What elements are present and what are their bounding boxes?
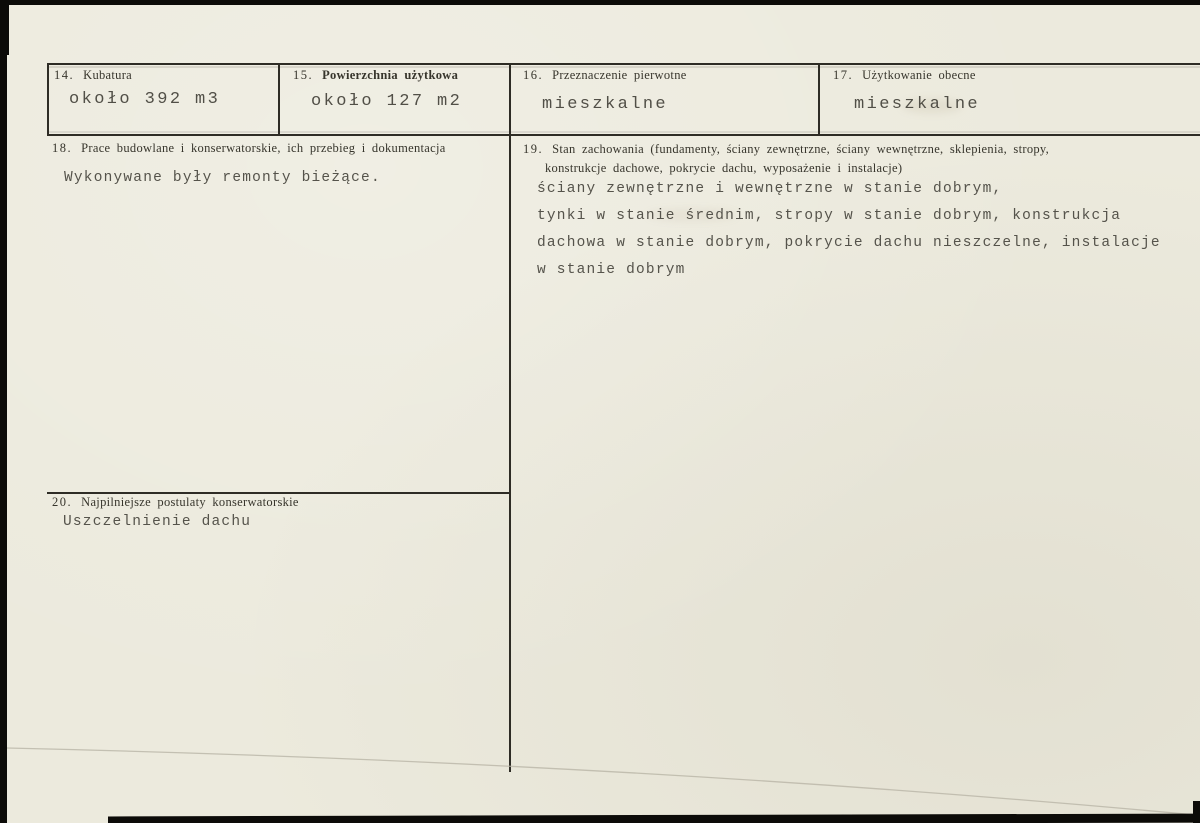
field-19-stan-zachowania-value [537, 176, 1161, 284]
table-border-top [47, 63, 1200, 65]
field-19-stan-zachowania-label [523, 140, 1049, 178]
value-line: tynki w stanie średnim, stropy w stanie dobrym, konstrukcja [537, 208, 1122, 224]
field-label-line1 [523, 140, 1049, 159]
field-number: 16. [523, 68, 544, 82]
field-17-uzytkowanie-value: mieszkalne [854, 95, 981, 114]
field-15-powierzchnia-label [293, 68, 458, 83]
table-border-header-bottom [47, 134, 1200, 136]
field-label-text: Użytkowanie obecne [862, 68, 976, 82]
field-number: 20. [52, 495, 73, 509]
field-label-text: Prace budowlane i konserwatorskie, ich przebieg i dokumentacja [81, 141, 446, 155]
field-16-przeznaczenie-label [523, 68, 687, 83]
field-label-text: Kubatura [83, 68, 133, 82]
divider-field14-field15 [278, 63, 280, 136]
field-15-powierzchnia-value: około 127 m2 [311, 92, 463, 111]
field-label-text: Najpilniejsze postulaty konserwatorskie [81, 495, 299, 509]
field-number: 19. [523, 142, 544, 156]
field-16-przeznaczenie-value: mieszkalne [542, 95, 669, 114]
field-number: 17. [833, 68, 854, 82]
scan-edge-top [0, 0, 1200, 5]
field-20-postulaty-label [52, 495, 299, 510]
page-edge-shadow-line [7, 4, 1200, 823]
value-line: dachowa w stanie dobrym, pokrycie dachu nieszczelne, instalacje [537, 235, 1161, 251]
divider-field16-field17 [818, 63, 820, 136]
field-label-text: Przeznaczenie pierwotne [552, 68, 687, 82]
field-18-prace-label [52, 141, 446, 156]
field-20-postulaty-value: Uszczelnienie dachu [63, 514, 252, 530]
scan-edge-left [0, 0, 7, 712]
paper-card [7, 4, 1200, 823]
divider-field18-field20 [47, 492, 511, 494]
field-14-kubatura-label [54, 68, 132, 83]
field-number: 18. [52, 141, 73, 155]
field-label-text: Powierzchnia użytkowa [322, 68, 459, 82]
table-border-left [47, 63, 49, 136]
scan-edge-right-notch [1193, 801, 1200, 823]
field-18-prace-value: Wykonywane były remonty bieżące. [64, 170, 381, 186]
value-line: w stanie dobrym [537, 262, 686, 278]
field-number: 15. [293, 68, 314, 82]
field-label-text: Stan zachowania (fundamenty, ściany zewnętrzne, ściany wewnętrzne, sklepienia, stropy, [552, 142, 1050, 156]
field-14-kubatura-value: około 392 m3 [69, 90, 221, 109]
field-number: 14. [54, 68, 75, 82]
value-line: ściany zewnętrzne i wewnętrzne w stanie dobrym, [537, 181, 1003, 197]
divider-center-column [509, 63, 511, 772]
field-17-uzytkowanie-label [833, 68, 976, 83]
field-label-line2: konstrukcje dachowe, pokrycie dachu, wyposażenie i instalacje) [545, 161, 903, 175]
